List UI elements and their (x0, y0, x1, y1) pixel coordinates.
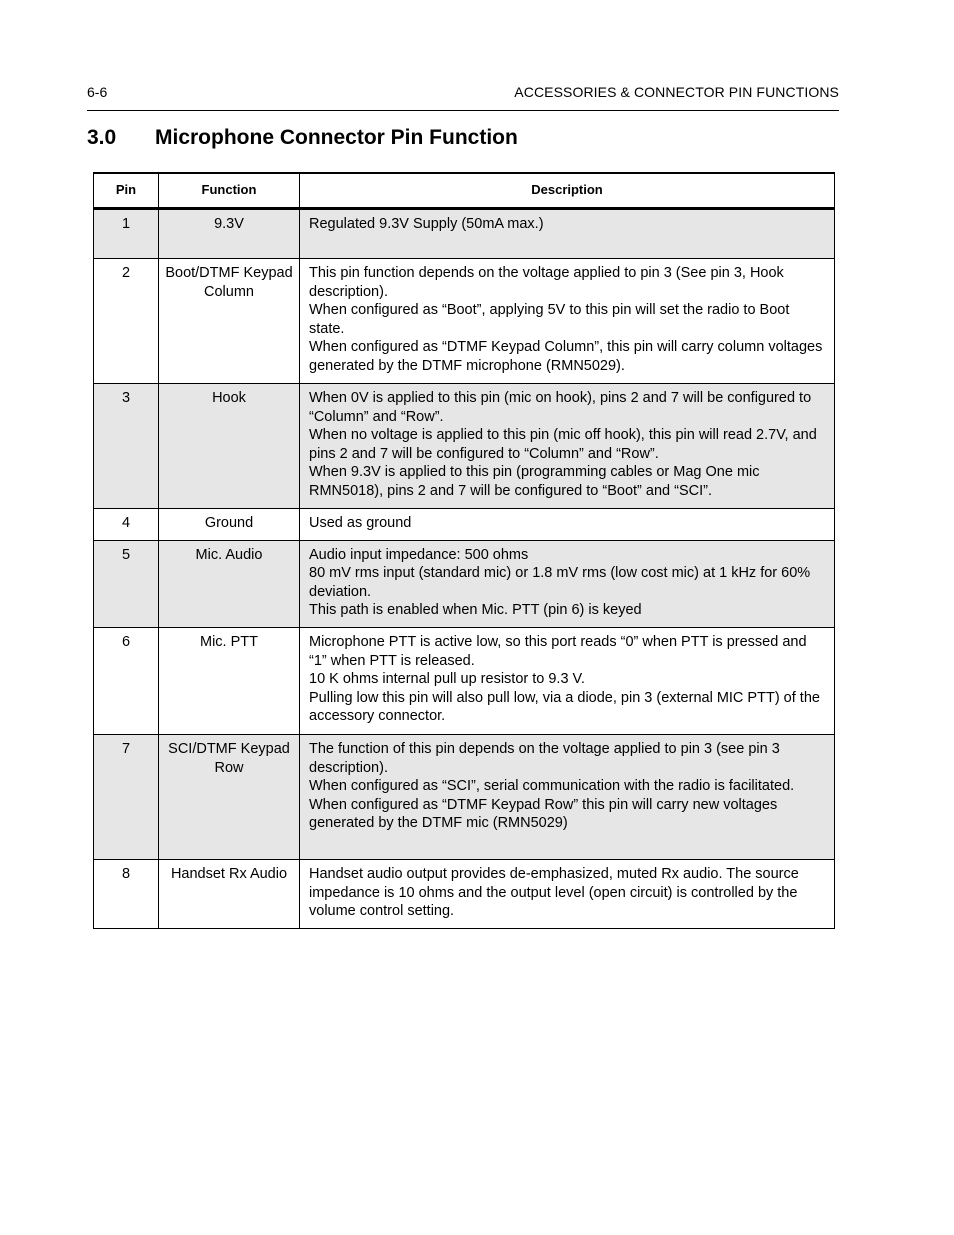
table-row (94, 384, 835, 509)
column-header-function: Function (159, 173, 300, 209)
description-line: This path is enabled when Mic. PTT (pin 6) is keyed (309, 602, 642, 619)
cell-function: SCI/DTMF Keypad Row (159, 734, 300, 859)
cell-pin: 3 (94, 384, 159, 509)
description-line: Pulling low this pin will also pull low, via a diode, pin 3 (external MIC PTT) of the accessory connector. (309, 689, 820, 725)
cell-pin: 4 (94, 509, 159, 541)
table-row (94, 509, 835, 541)
table-row (94, 259, 835, 384)
cell-description (300, 259, 835, 384)
description-line: When no voltage is applied to this pin (mic off hook), this pin will read 2.7V, and pins 2 and 7 will be configured to “Column” and “Row”. (309, 427, 817, 462)
cell-pin: 6 (94, 627, 159, 734)
column-header-pin: Pin (94, 173, 159, 209)
section-title: Microphone Connector Pin Function (155, 126, 518, 149)
table-header-row (94, 173, 835, 209)
cell-description (300, 384, 835, 509)
cell-description (300, 734, 835, 859)
cell-function: Handset Rx Audio (159, 859, 300, 928)
table-row (94, 540, 835, 627)
table-row (94, 209, 835, 259)
column-header-description: Description (300, 173, 835, 209)
cell-description (300, 627, 835, 734)
description-line: The function of this pin depends on the voltage applied to pin 3 (see pin 3 description). (309, 740, 780, 776)
cell-pin: 7 (94, 734, 159, 859)
description-line: When 9.3V is applied to this pin (programming cables or Mag One mic RMN5018), pins 2 and 7 will be configured to “Boot” and “SCI”. (309, 464, 760, 499)
table-row (94, 859, 835, 928)
table-row (94, 734, 835, 859)
cell-function: Ground (159, 509, 300, 541)
description-line: When configured as “DTMF Keypad Row” this pin will carry new voltages generated by the DTMF mic (RMN5029) (309, 796, 778, 832)
cell-function: Mic. PTT (159, 627, 300, 734)
cell-function: Mic. Audio (159, 540, 300, 627)
description-line: Audio input impedance: 500 ohms (309, 546, 529, 563)
section-heading (87, 126, 518, 150)
description-line: When configured as “DTMF Keypad Column”, this pin will carry column voltages generated by the DTMF microphone (RMN5029). (309, 339, 823, 374)
table-row (94, 627, 835, 734)
description-line: When configured as “Boot”, applying 5V to this pin will set the radio to Boot state. (309, 302, 790, 337)
cell-pin: 5 (94, 540, 159, 627)
description-line: When 0V is applied to this pin (mic on hook), pins 2 and 7 will be configured to “Column” and “Row”. (309, 390, 812, 425)
cell-function: Boot/DTMF Keypad Column (159, 259, 300, 384)
description-line: Handset audio output provides de-emphasized, muted Rx audio. The source impedance is 10 ohms and the output level (open circuit) is controlled by the volume control setting. (309, 865, 799, 920)
description-line: 80 mV rms input (standard mic) or 1.8 mV rms (low cost mic) at 1 kHz for 60% deviation. (309, 565, 811, 600)
cell-pin: 8 (94, 859, 159, 928)
cell-function: 9.3V (159, 209, 300, 259)
section-number: 3.0 (87, 126, 117, 149)
description-line: Used as ground (309, 515, 412, 531)
cell-function: Hook (159, 384, 300, 509)
cell-description (300, 209, 835, 259)
description-line: Regulated 9.3V Supply (50mA max.) (309, 216, 544, 232)
page-header (87, 84, 839, 111)
description-line: 10 K ohms internal pull up resistor to 9.3 V. (309, 671, 585, 688)
cell-pin: 2 (94, 259, 159, 384)
pin-function-table (93, 172, 835, 929)
table-body (94, 209, 835, 929)
description-line: This pin function depends on the voltage applied to pin 3 (See pin 3, Hook description). (309, 265, 784, 300)
cell-pin: 1 (94, 209, 159, 259)
cell-description (300, 859, 835, 928)
cell-description (300, 540, 835, 627)
page-number: 6-6 (87, 84, 108, 100)
chapter-title: ACCESSORIES & CONNECTOR PIN FUNCTIONS (514, 84, 839, 100)
description-line: Microphone PTT is active low, so this port reads “0” when PTT is pressed and “1” when PTT is released. (309, 633, 807, 669)
description-line: When configured as “SCI”, serial communication with the radio is facilitated. (309, 778, 795, 795)
cell-description (300, 509, 835, 541)
